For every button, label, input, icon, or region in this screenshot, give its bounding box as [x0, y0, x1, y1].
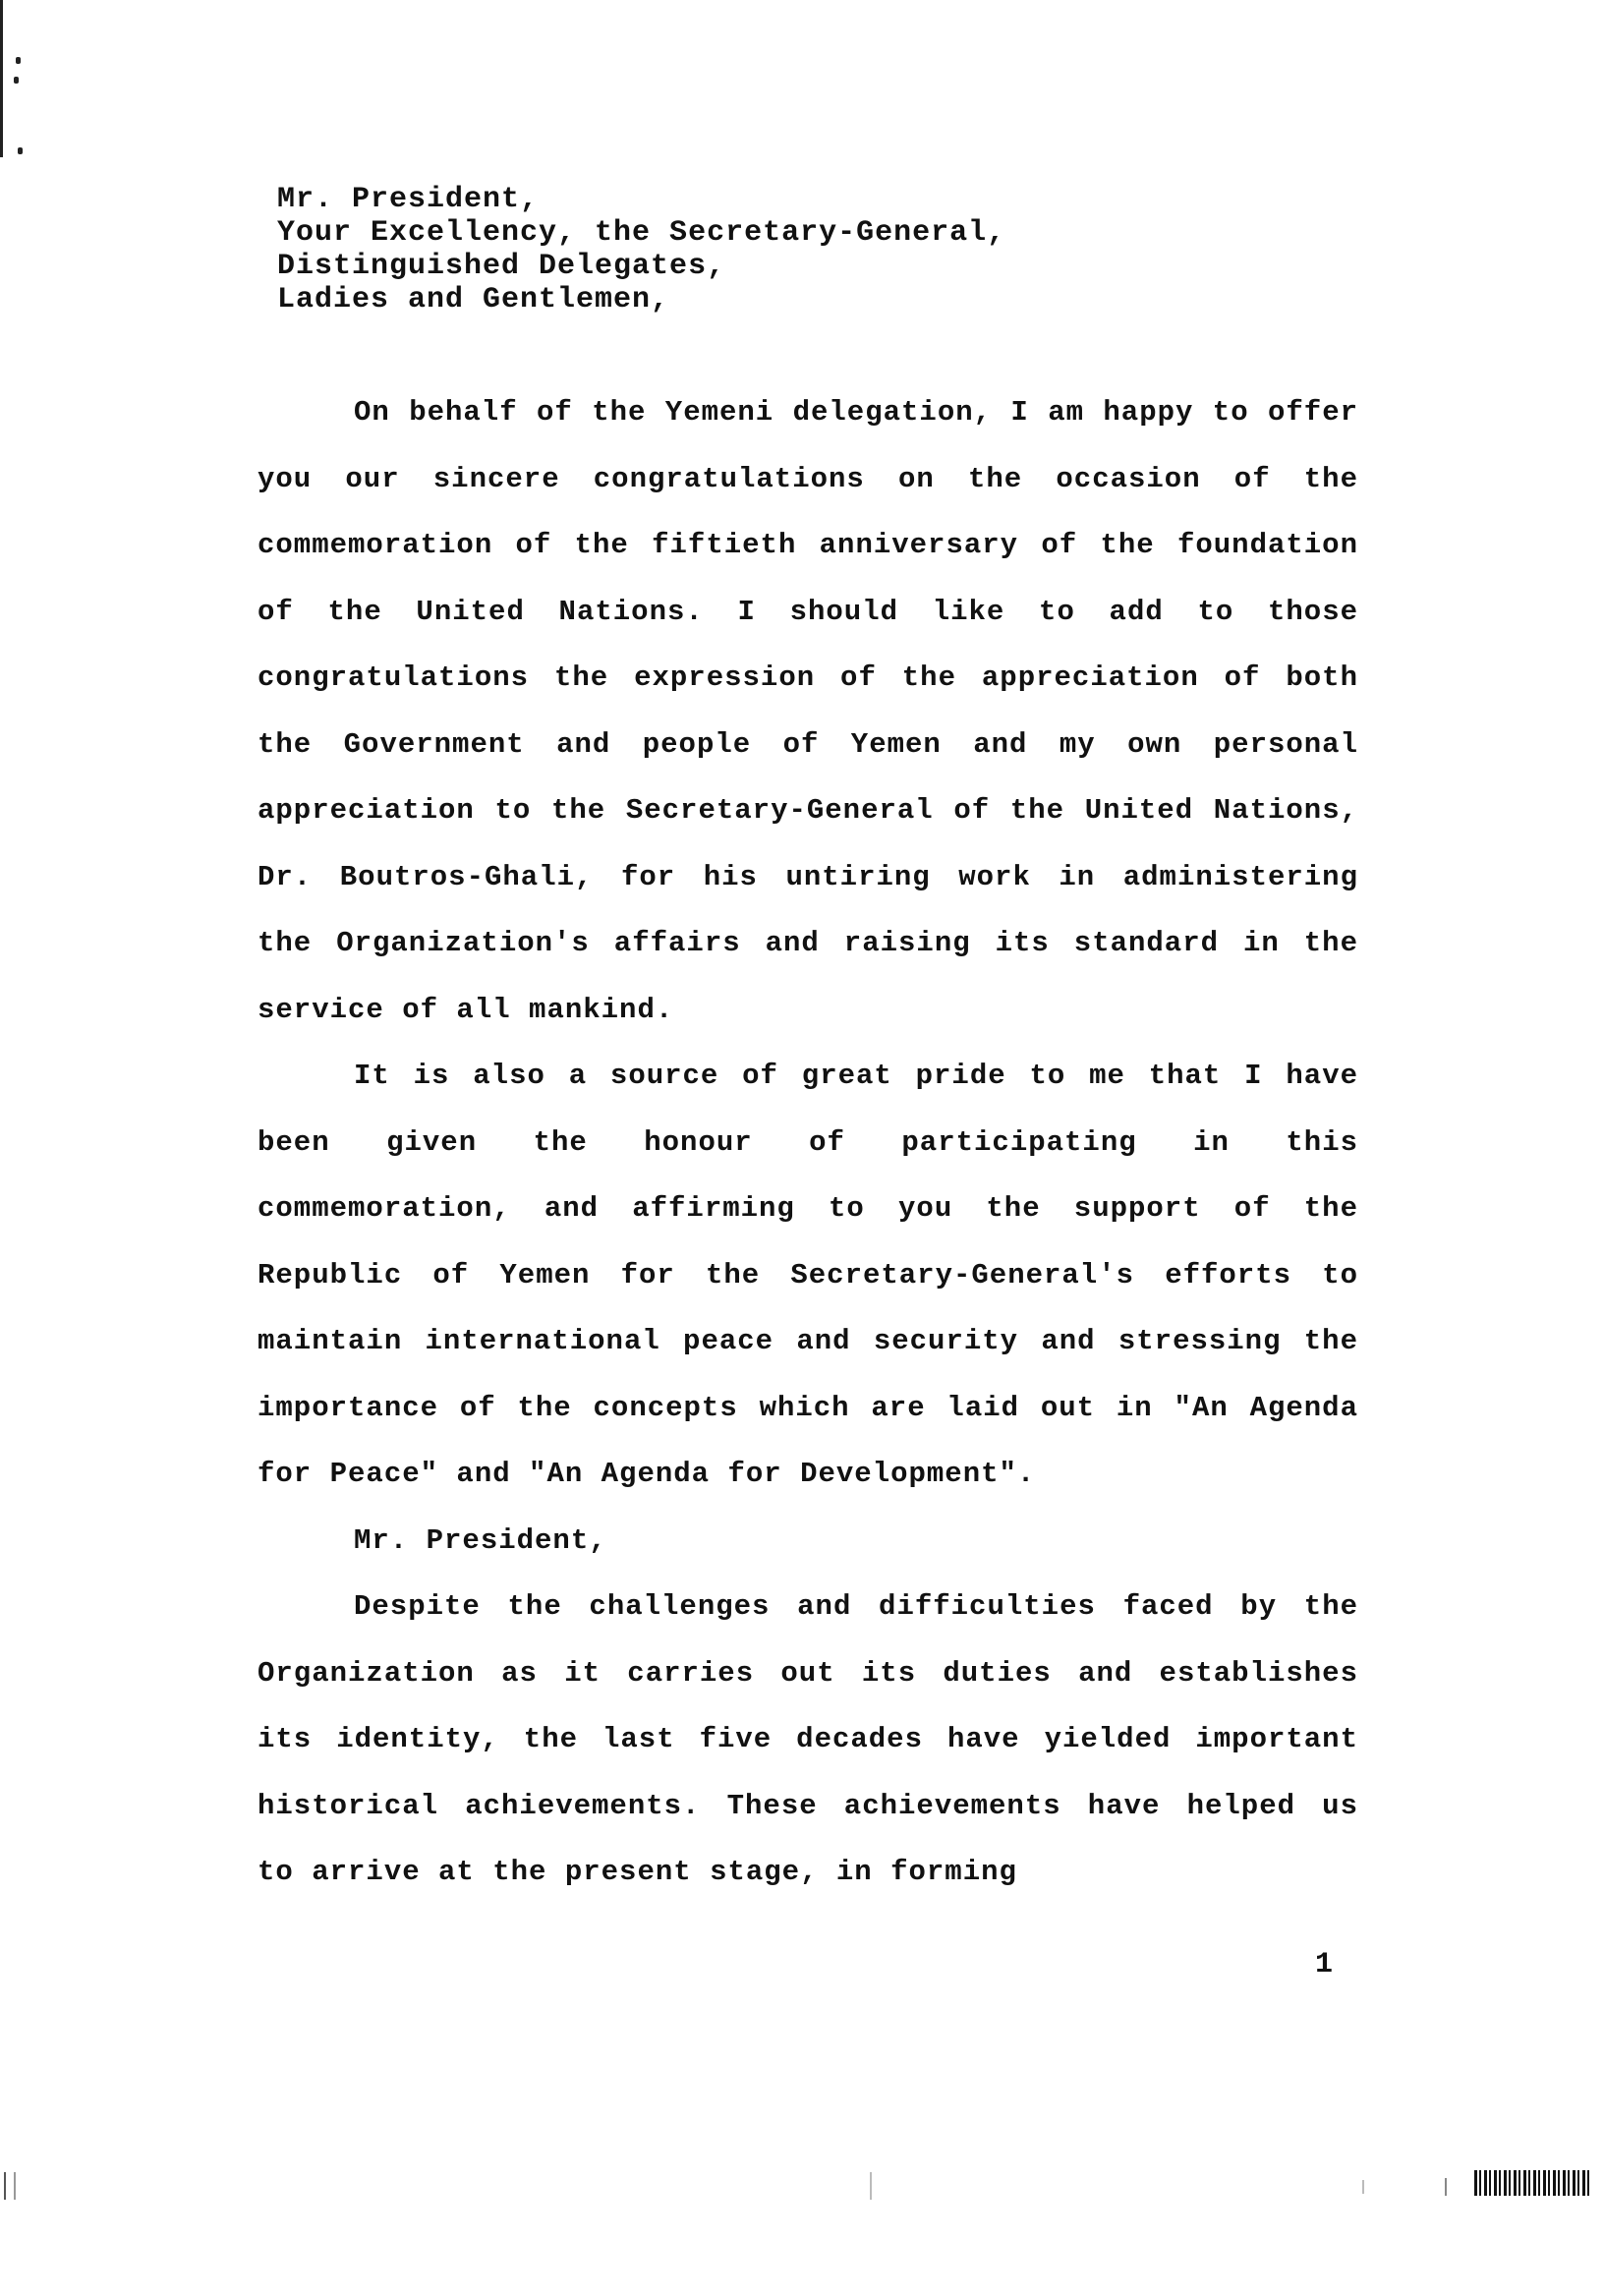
scan-artifact [18, 147, 23, 154]
scan-artifact [1445, 2178, 1447, 2196]
paragraph-congratulations: On behalf of the Yemeni delegation, I am happy to offer you our sincere congratulations on the occasion of the commemoration of the fiftieth anniversary of the foundation of the United Nations. I should like to add to those congratulations the expression of the appreciation of both the Government and people of Yemen and my own personal appreciation to the Secretary-General of the United Nations, Dr. Boutros-Ghali, for his untiring work in administering the Organization's affairs and raising its standard in the service of all mankind. [258, 396, 1358, 1026]
scan-artifact [14, 2172, 16, 2200]
scan-artifact [870, 2172, 872, 2200]
scan-artifact [16, 57, 21, 64]
page-number: 1 [1315, 1948, 1334, 1981]
scan-artifact [14, 77, 19, 84]
paragraph-address: Mr. President, [354, 1523, 607, 1557]
scan-artifact [1362, 2180, 1364, 2194]
salutation-line: Ladies and Gentlemen, [277, 283, 670, 316]
scan-artifact [4, 2172, 6, 2200]
salutation-block [277, 183, 1005, 316]
salutation-line: Distinguished Delegates, [277, 250, 726, 283]
paragraph-challenges: Despite the challenges and difficulties faced by the Organization as it carries out its duties and establishes its identity, the last five decades have yielded important historical achievements. These achievements have helped us to arrive at the present stage, in forming [258, 1590, 1358, 1888]
salutation-line: Mr. President, [277, 183, 540, 216]
salutation-line: Your Excellency, the Secretary-General, [277, 216, 1006, 250]
paragraph-pride: It is also a source of great pride to me that I have been given the honour of participating in this commemoration, and affirming to you the support of the Republic of Yemen for the Secretary-General's efforts to maintain international peace and security and stressing the importance of the concepts which are laid out in "An Agenda for Peace" and "An Agenda for Development". [258, 1060, 1358, 1490]
barcode [1474, 2170, 1590, 2196]
speech-body [258, 379, 1358, 1906]
scan-edge-mark [0, 0, 3, 157]
